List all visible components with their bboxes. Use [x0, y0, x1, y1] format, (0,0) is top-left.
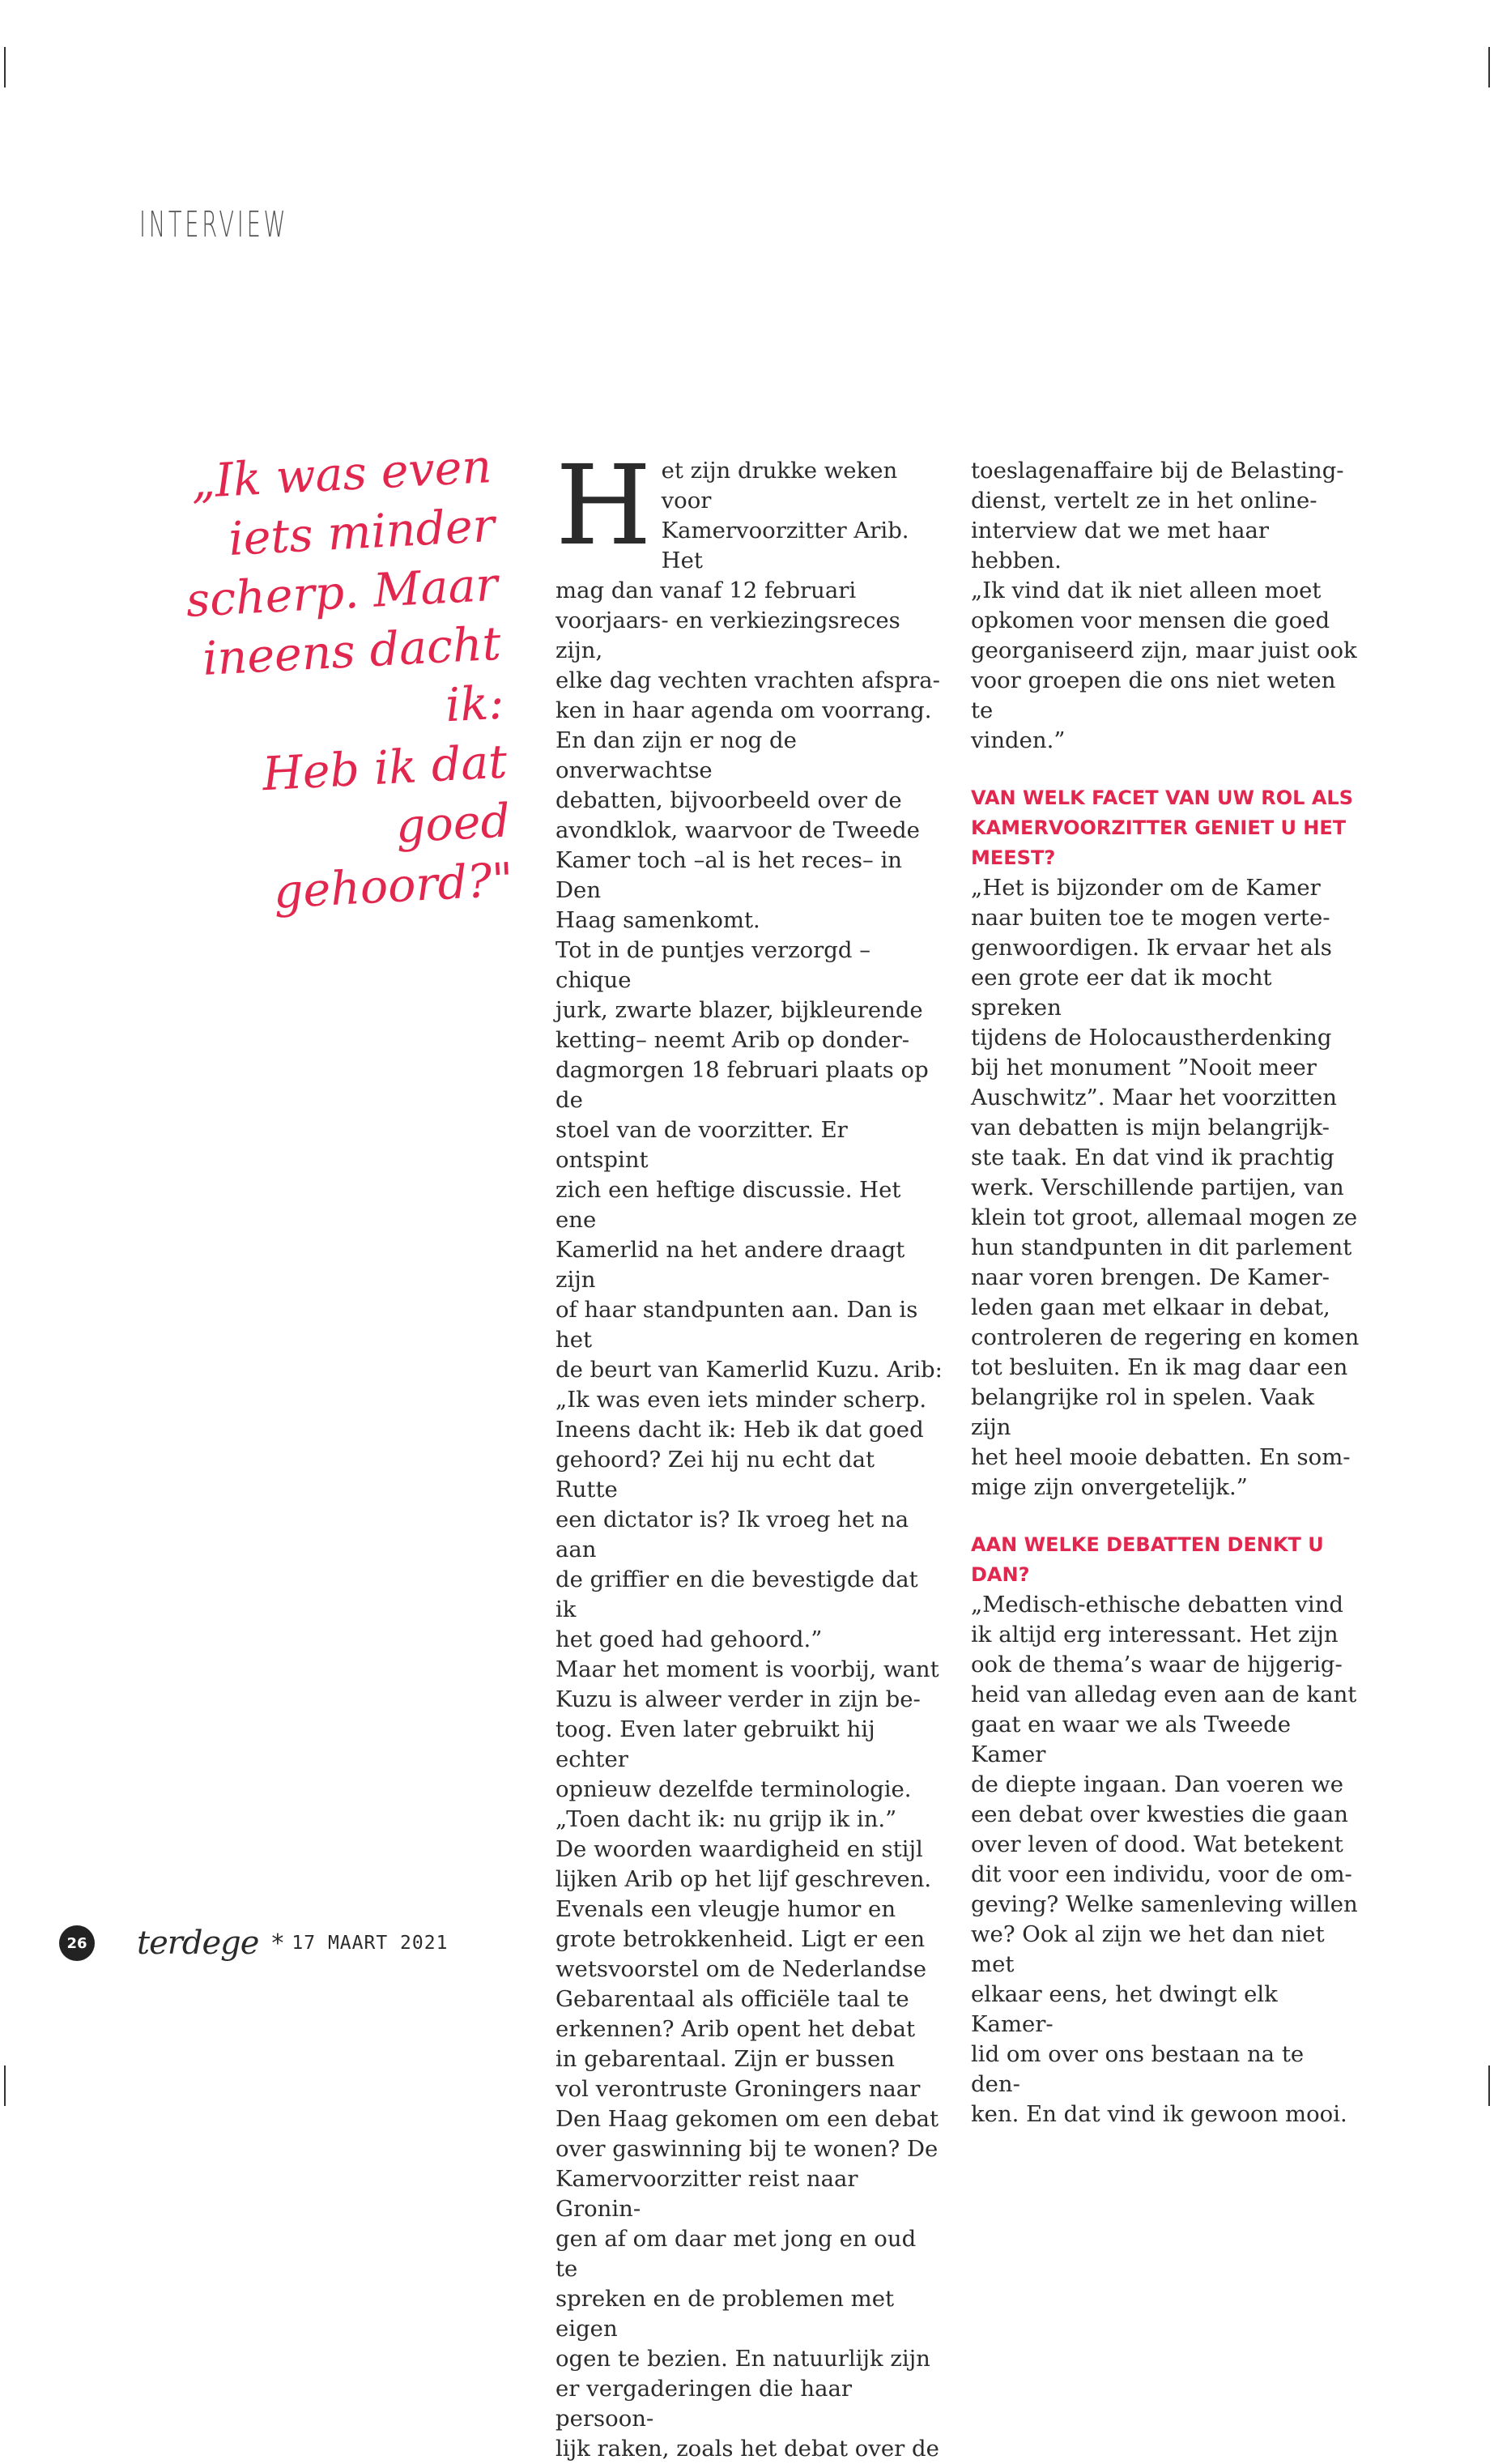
crop-mark-bottom-left [4, 2065, 6, 2106]
article-paragraph: toeslagenaffaire bij de Belasting- dienst, vertelt ze in het online- interview dat we met haar hebben. „Ik vind dat ik niet alleen moet opkomen voor mensen die goed georganiseerd zijn, maar juist ook voor groepen die ons niet weten te vinden.” [971, 458, 1357, 753]
article-column-1 [555, 442, 943, 2464]
crop-mark-bottom-right [1488, 2065, 1490, 2106]
crop-mark-top-right [1488, 47, 1490, 87]
interview-question-2: AAN WELKE DEBATTEN DENKT U DAN? [971, 1533, 1324, 1586]
article-paragraph: De woorden waardigheid en stijl lijken Arib op het lijf geschreven. Evenals een vleugje humor en grote betrokkenheid. Ligt er een wetsvoorstel om de Nederlandse Gebarentaal als officiële taal te erkennen? Arib opent het debat in gebarentaal. Zijn er bussen vol verontruste Groningers naar Den Haag gekomen om een debat over gaswinning bij te wonen? De Kamervoorzitter reist naar Gronin- gen af om daar met jong en oud te spreken en de problemen met eigen ogen te bezien. En natuurlijk zijn er vergaderingen die haar persoon- lijk raken, zoals het debat over de [555, 1836, 939, 2462]
article-column-2 [971, 456, 1360, 2129]
interview-question-1: VAN WELK FACET VAN UW ROL ALS KAMERVOORZITTER GENIET U HET MEEST? [971, 787, 1353, 869]
drop-cap: H [555, 442, 652, 570]
crop-mark-top-left [4, 47, 6, 87]
article-paragraph: Tot in de puntjes verzorgd –chique jurk, zwarte blazer, bijkleurende ketting– neemt Arib op donder- dagmorgen 18 februari plaats op de stoel van de voorzitter. Er ontspint zich een heftige discussie. Het ene Kamerlid na het andere draagt zijn of haar standpunten aan. Dan is het de beurt van Kamerlid Kuzu. Arib: „Ik was even iets minder scherp. Ineens dacht ik: Heb ik dat goed gehoord? Zei hij nu echt dat Rutte een dictator is? Ik vroeg het na aan de griffier en die bevestigde dat ik het goed had gehoord.” [555, 937, 943, 1652]
article-paragraph: Maar het moment is voorbij, want Kuzu is alweer verder in zijn be- toog. Even later gebruikt hij echter opnieuw dezelfde terminologie. „Toen dacht ik: nu grijp ik in.” [555, 1656, 939, 1832]
pull-quote: „Ik was even iets minder scherp. Maar ineens dacht ik: Heb ik dat goed gehoord?" [185, 439, 515, 919]
page-number-badge: 26 [59, 1925, 95, 1961]
page-footer [59, 1924, 448, 1963]
article-paragraph: et zijn drukke weken voor Kamervoorzitter Arib. Het mag dan vanaf 12 februari voorjaars- en verkiezingsreces zijn, elke dag vechten vrachten afspra- ken in haar agenda om voorrang. En dan zijn er nog de onverwachtse debatten, bijvoorbeeld over de avondklok, waarvoor de Tweede Kamer toch –al is het reces– in Den Haag samenkomt. [555, 458, 940, 933]
magazine-logo: terdege [137, 1925, 259, 1962]
section-label: INTERVIEW [139, 204, 289, 245]
publication-date: 17 MAART 2021 [292, 1933, 449, 1954]
interview-answer-1: „Het is bijzonder om de Kamer naar buiten toe te mogen verte- genwoordigen. Ik ervaar het als een grote eer dat ik mocht spreken tijdens de Holocaustherdenking bij het monument ”Nooit meer Auschwitz”. Maar het voorzitten van debatten is mijn belangrijk- ste taak. En dat vind ik prachtig werk. Verschillende partijen, van klein tot groot, allemaal mogen ze hun standpunten in dit parlement naar voren brengen. De Kamer- leden gaan met elkaar in debat, controleren de regering en komen tot besluiten. En ik mag daar een belangrijke rol in spelen. Vaak zijn het heel mooie debatten. En som- mige zijn onvergetelijk.” [971, 875, 1360, 1500]
interview-answer-2: „Medisch-ethische debatten vind ik altijd erg interessant. Het zijn ook de thema’s waar de hijgerig- heid van alledag even aan de kant gaat en waar we als Tweede Kamer de diepte ingaan. Dan voeren we een debat over kwesties die gaan over leven of dood. Wat betekent dit voor een individu, voor de om- geving? Welke samenleving willen we? Ook al zijn we het dan niet met elkaar eens, het dwingt elk Kamer- lid om over ons bestaan na te den- ken. En dat vind ik gewoon mooi. [971, 1592, 1358, 2127]
asterisk-icon: * [271, 1929, 284, 1958]
